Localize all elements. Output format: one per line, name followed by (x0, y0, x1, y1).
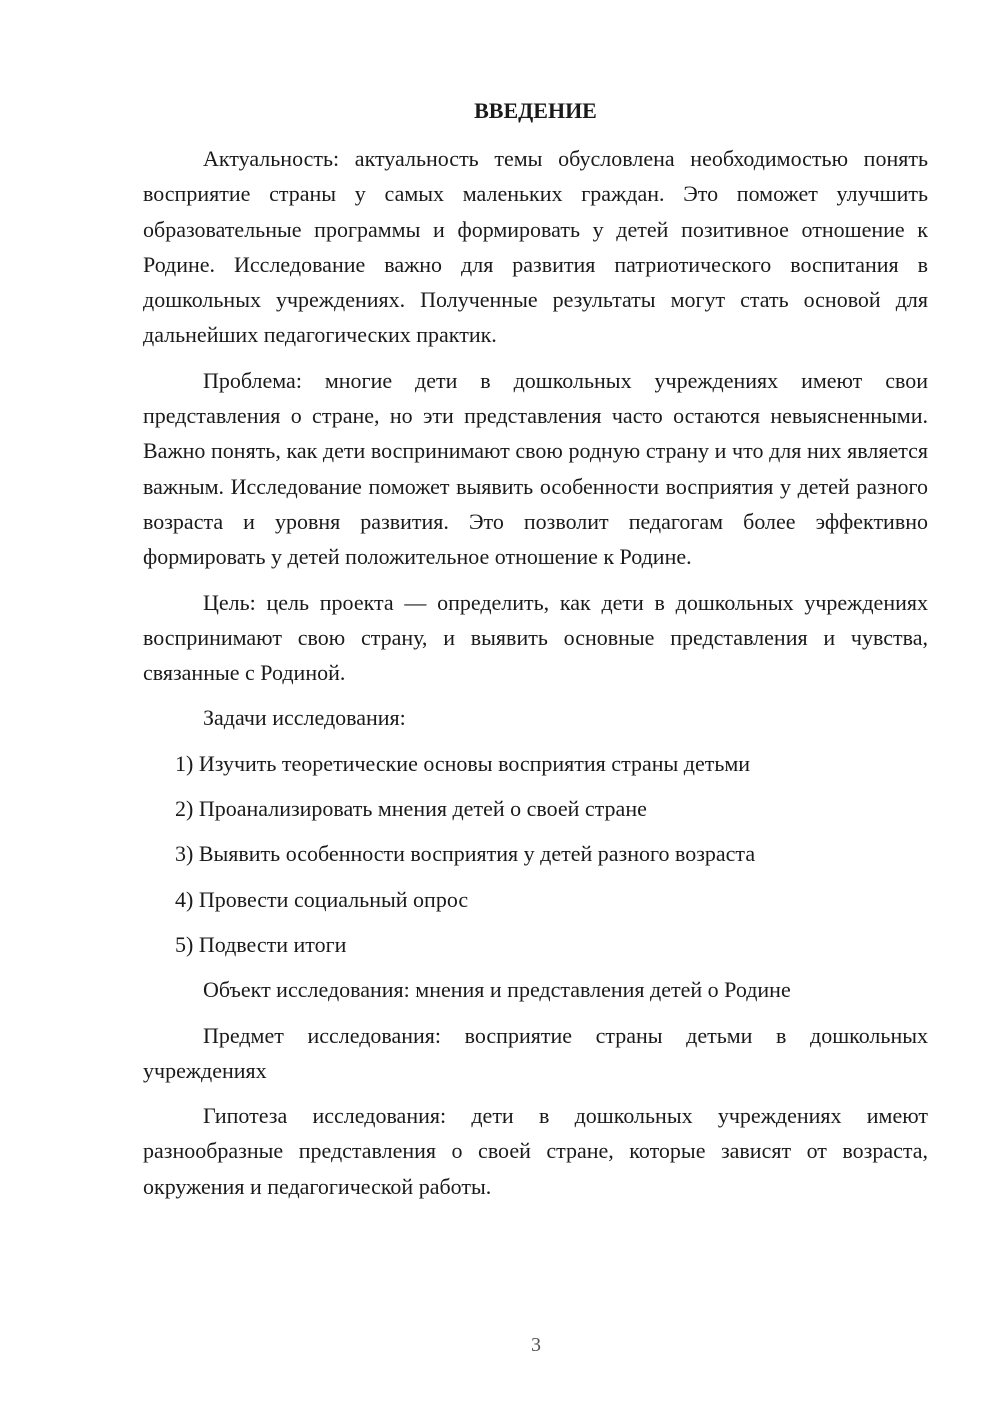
problem-paragraph: Проблема: многие дети в дошкольных учреждениях имеют свои представления о стране, но эти представления часто остаются невыясненными. Важно понять, как дети воспринимают свою родную страну и что для них является важным. Исследование поможет выявить особенности восприятия у детей разного возраста и уровня развития. Это позволит педагогам более эффективно формировать у детей положительное отношение к Родине. (143, 367, 928, 570)
object-paragraph: Объект исследования: мнения и представления детей о Родине (203, 977, 791, 1003)
hypothesis-paragraph: Гипотеза исследования: дети в дошкольных учреждениях имеют разнообразные представления о своей стране, которые зависят от возраста, окружения и педагогической работы. (143, 1103, 928, 1199)
goal-paragraph: Цель: цель проекта — определить, как дети в дошкольных учреждениях воспринимают свою страну, и выявить основные представления и чувства, связанные с Родиной. (143, 589, 928, 686)
task-list (143, 746, 928, 962)
page-number: 3 (531, 1334, 541, 1356)
task-item: 1) Изучить теоретические основы восприятия страны детьми (175, 750, 751, 776)
subject-paragraph: Предмет исследования: восприятие страны детьми в дошкольных учреждениях (143, 1022, 928, 1083)
task-item: 4) Провести социальный опрос (175, 886, 469, 912)
task-item: 3) Выявить особенности восприятия у детей разного возраста (175, 841, 756, 867)
tasks-heading: Задачи исследования: (203, 705, 406, 731)
task-item: 2) Проанализировать мнения детей о своей стране (175, 796, 647, 822)
section-title: ВВЕДЕНИЕ (474, 98, 597, 123)
task-item: 5) Подвести итоги (175, 931, 347, 957)
relevance-paragraph: Актуальность: актуальность темы обусловлена необходимостью понять восприятие страны у самых маленьких граждан. Это поможет улучшить образовательные программы и формировать у детей позитивное отношение к Родине. Исследование важно для развития патриотического воспитания в дошкольных учреждениях. Полученные результаты могут стать основой для дальнейших педагогических практик. (143, 146, 928, 348)
page-content (143, 96, 928, 1214)
